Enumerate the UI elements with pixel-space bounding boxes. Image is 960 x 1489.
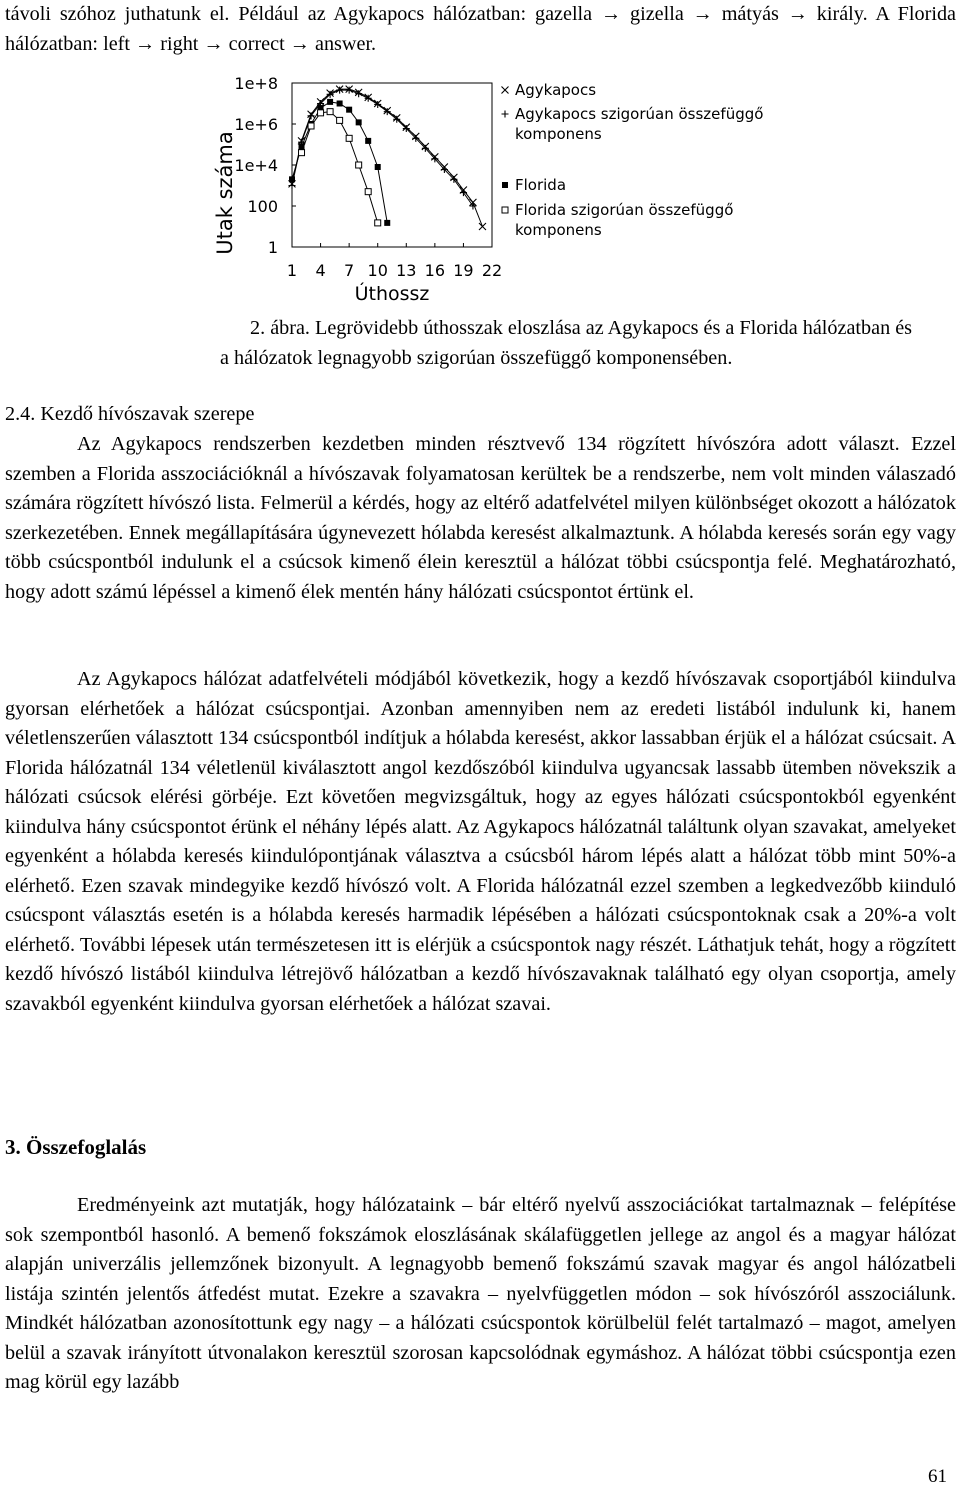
x-tick-label: 19 — [453, 261, 474, 280]
legend-marker — [502, 111, 509, 118]
legend-label — [515, 105, 763, 143]
data-point — [346, 135, 352, 141]
x-tick-label: 16 — [424, 261, 446, 280]
legend-item — [502, 105, 764, 143]
data-point — [479, 223, 486, 230]
legend-marker — [502, 87, 509, 94]
data-point — [337, 101, 343, 107]
series-2 — [289, 87, 477, 210]
data-point — [460, 189, 467, 196]
data-point — [327, 99, 333, 105]
y-tick-label: 1e+8 — [234, 75, 278, 93]
data-point — [318, 110, 324, 116]
data-point — [336, 87, 343, 94]
intro-paragraph: távoli szóhoz juthatunk el. Például az Agykapocs hálózatban: gazella → gizella → mátyás → király. A Florida hálózatban: left → right → correct → answer. — [5, 3, 956, 55]
legend-label-line: Florida szigorúan összefüggő — [515, 201, 734, 219]
data-point — [375, 220, 381, 226]
legend-item — [502, 176, 566, 194]
legend-label: Florida — [515, 176, 567, 194]
x-tick-label: 4 — [315, 261, 326, 280]
legend-label-line: Agykapocs szigorúan összefüggő — [515, 105, 764, 123]
y-tick-label: 1 — [267, 238, 278, 257]
chart-legend — [502, 81, 764, 239]
section-2-4-paragraph-1: Az Agykapocs rendszerben kezdetben minden résztvevő 134 rögzített hívószóra adott választ. Ezzel szemben a Florida asszociációknál a hívószavak folyamatosan kerültek be a rendszerbe, nem volt minden válaszadó számára rögzített hívószó lista. Felmerül a kérdés, hogy az eltérő adatfelvétel milyen különbséget okozott a hálózatok szerkezetében. Ennek megállapítására úgynevezett hólabda keresést alkalmaztunk. A hólabda keresés során egy vagy több csúcspontból indulunk el a csúcsok kimenő élein keresztül a hálózat többi csúcspontja felé. Meghatározható, hogy adott számú lépéssel a kimenő élek mentén hány hálózati csúcspontot értünk el. — [5, 433, 956, 603]
y-tick-label: 100 — [247, 197, 278, 216]
page-number: 61 — [928, 1466, 947, 1487]
section-2-4-paragraph-2: Az Agykapocs hálózat adatfelvételi módjából következik, hogy a kezdő hívószavak csoportjából kiindulva gyorsan elérhetőek a hálózat csúcspontjai. Azonban amennyiben nem az eredeti listából indulunk ki, hanem véletlenszerűen választott 134 csúcspontból indítjuk a hólabda keresést, akkor lassabban érjük el a hálózat csúcsait. A Florida hálózatnál 134 véletlenül kiválasztott angol kezdőszóból kiindulva ugyancsak lassabb ütemben növekszik a hálózati csúcsok elérési görbéje. Ezt követően megvizsgáltuk, hogy az egyes hálózati csúcspontokból egyenként kiindulva hány csúcspontot érünk el néhány lépés alatt. Az Agykapocs hálózatnál találtunk olyan szavakat, amelyeket egyenként a hólabda keresés kiindulópontjának választva a csúcsból három lépés alatt a hálózat több mint 50%-a elérhető. Ezen szavak mindegyike kezdő hívószó volt. A Florida hálózatnál ezzel szemben a legkedvezőbb kiinduló csúcspont választás esetén is a hólabda keresés harmadik lépésében a hálózati csúcspontoknak csak a 20%-a volt elérhető. További lépesek után természetesen itt is elérjük a csúcspontok nagy részét. Láthatjuk tehát, hogy a rögzített kezdő hívószó listából kiindulva létrejövő hálózatban a kezdő hívószavaknak található egy olyan csoportja, amely szavakból egyenként kiindulva gyorsan elérhetőek a hálózat szavai. — [5, 668, 956, 1015]
section-2-4-heading: 2.4. Kezdő hívószavak szerepe — [5, 403, 255, 425]
data-point — [365, 189, 371, 195]
x-tick-label: 22 — [481, 261, 503, 280]
x-tick-label: 1 — [286, 261, 298, 280]
section-3-paragraph-1: Eredményeink azt mutatják, hogy hálózataink – bár eltérő nyelvű asszociációkat tartalmaznak – felépítése sok szempontból hasonló. A bemenő fokszámok eloszlásának skálafüggetlen jellege az angol és a magyar hálózat alapján univerzális jellemzőnek bizonyult. A legnagyobb bemenő fokszámú szavak magyar és angol hálózatbeli listája szintén jelentős átfedést mutat. Ezekre a szavakra – nyelvfüggetlen módon – sok hívószóról asszociálunk. Mindkét hálózatban azonosítottunk egy nagy – a hálózati csúcspontok körülbelül felét tartalmazó – magot, amelyen belül a szavak irányított útvonalakon keresztül szorosan kapcsolódnak egymáshoz. A hálózat többi csúcspontja ezen mag körül egy lazább — [5, 1194, 956, 1393]
legend-label — [515, 201, 733, 239]
data-point — [375, 164, 381, 170]
legend-marker — [502, 182, 508, 188]
legend-item — [502, 201, 733, 239]
section-3-heading: 3. Összefoglalás — [5, 1135, 147, 1159]
data-point — [346, 87, 353, 94]
series-layer — [289, 86, 486, 230]
legend-item — [502, 81, 597, 99]
x-tick-label: 7 — [344, 261, 355, 280]
legend-label: Agykapocs — [515, 81, 597, 99]
legend-marker — [502, 207, 508, 213]
data-point — [289, 182, 296, 189]
legend-label-line: komponens — [515, 221, 602, 239]
figure-2 — [210, 75, 770, 310]
x-tick-label: 13 — [396, 261, 417, 280]
data-point — [327, 109, 333, 115]
y-tick-label: 1e+4 — [234, 156, 278, 175]
y-tick-label: 1e+6 — [234, 115, 278, 134]
data-point — [356, 119, 362, 125]
data-point — [299, 150, 305, 156]
data-point — [356, 162, 362, 168]
data-point — [365, 138, 371, 144]
data-point — [346, 107, 352, 113]
series-4 — [299, 109, 381, 226]
x-tick-label: 10 — [367, 261, 388, 280]
chart-x-axis-label: Úthossz — [354, 283, 430, 305]
x-axis-ticks — [287, 243, 502, 280]
chart-y-axis-label: Utak száma — [213, 131, 237, 255]
y-axis-ticks — [234, 75, 296, 257]
data-point — [289, 176, 295, 182]
data-point — [308, 123, 314, 129]
data-point — [384, 220, 390, 226]
figure-caption: 2. ábra. Legrövidebb úthosszak eloszlása az Agykapocs és a Florida hálózatban és a hálózatok legnagyobb szigorúan összefüggő komponensében. — [220, 317, 913, 369]
legend-label-line: komponens — [515, 125, 602, 143]
data-point — [337, 117, 343, 123]
path-length-chart — [210, 75, 770, 310]
